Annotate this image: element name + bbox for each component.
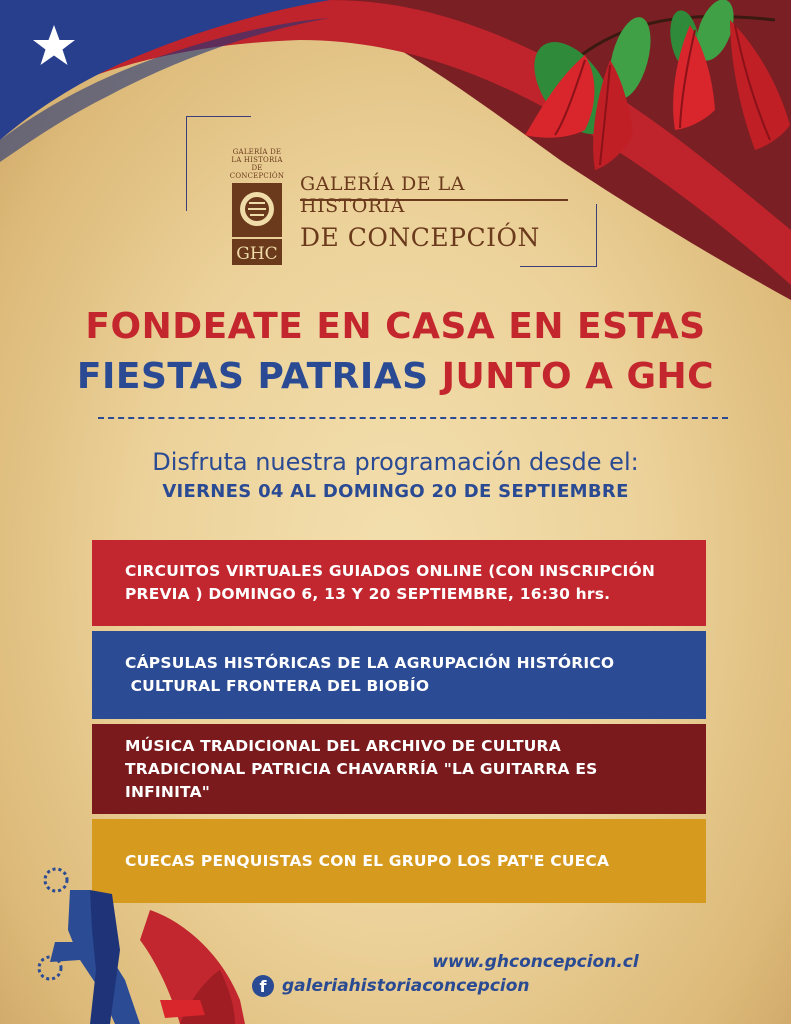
logo-divider <box>300 199 568 201</box>
website-link[interactable]: www.ghconcepcion.cl <box>432 952 639 972</box>
logo-emblem-icon <box>228 183 286 265</box>
program-item-capsulas <box>92 631 706 719</box>
subheadline-intro: Disfruta nuestra programación desde el: <box>152 448 639 476</box>
program-item-text <box>125 652 614 698</box>
facebook-row[interactable] <box>252 973 530 999</box>
program-item-line: INFINITA" <box>125 782 211 801</box>
program-item-line: CIRCUITOS VIRTUALES GUIADOS ONLINE (CON INSCRIPCIÓN <box>125 562 656 580</box>
logo-mark-line: GALERÍA DE <box>232 148 282 156</box>
program-item-musica <box>92 724 706 814</box>
program-item-line: TRADICIONAL PATRICIA CHAVARRÍA "LA GUITARRA ES <box>125 759 598 778</box>
star-icon <box>30 22 78 70</box>
program-item-line: PREVIA ) DOMINGO 6, 13 Y 20 SEPTIEMBRE, 16:30 hrs. <box>125 585 611 603</box>
cueca-dancers-icon <box>30 850 270 1024</box>
logo-mark-text <box>228 148 286 180</box>
facebook-icon[interactable]: f <box>252 975 274 997</box>
logo-mark-initials: GHC <box>236 244 278 264</box>
logo-mark-line: LA HISTORIA <box>231 156 283 164</box>
facebook-handle[interactable]: galeriahistoriaconcepcion <box>282 976 530 996</box>
program-item-line: CULTURAL FRONTERA DEL BIOBÍO <box>125 677 430 695</box>
program-item-line: CUECAS PENQUISTAS CON EL GRUPO LOS PAT'E CUECA <box>125 851 610 870</box>
logo-title <box>300 173 575 253</box>
program-item-line: CÁPSULAS HISTÓRICAS DE LA AGRUPACIÓN HISTÓRICO <box>125 654 615 672</box>
copihue-flowers-icon <box>515 0 791 180</box>
logo-mark-line: DE CONCEPCIÓN <box>229 164 285 180</box>
headline-junto-a-ghc: JUNTO A GHC <box>441 356 715 397</box>
subheadline-dates: VIERNES 04 AL DOMINGO 20 DE SEPTIEMBRE <box>162 481 629 502</box>
headline-line1: FONDEATE EN CASA EN ESTAS <box>85 306 706 347</box>
headline-line2 <box>0 356 791 397</box>
program-item-text <box>125 735 598 804</box>
program-item-text <box>125 560 655 606</box>
logo-mark <box>228 148 286 264</box>
program-item-line: MÚSICA TRADICIONAL DEL ARCHIVO DE CULTURA <box>125 736 561 755</box>
headline-fiestas-patrias: FIESTAS PATRIAS <box>76 356 429 397</box>
program-item-circuitos <box>92 540 706 626</box>
logo-title-line2: DE CONCEPCIÓN <box>300 223 540 252</box>
logo-title-line1: GALERÍA DE LA HISTORIA <box>300 173 465 217</box>
dashed-divider <box>98 417 728 419</box>
